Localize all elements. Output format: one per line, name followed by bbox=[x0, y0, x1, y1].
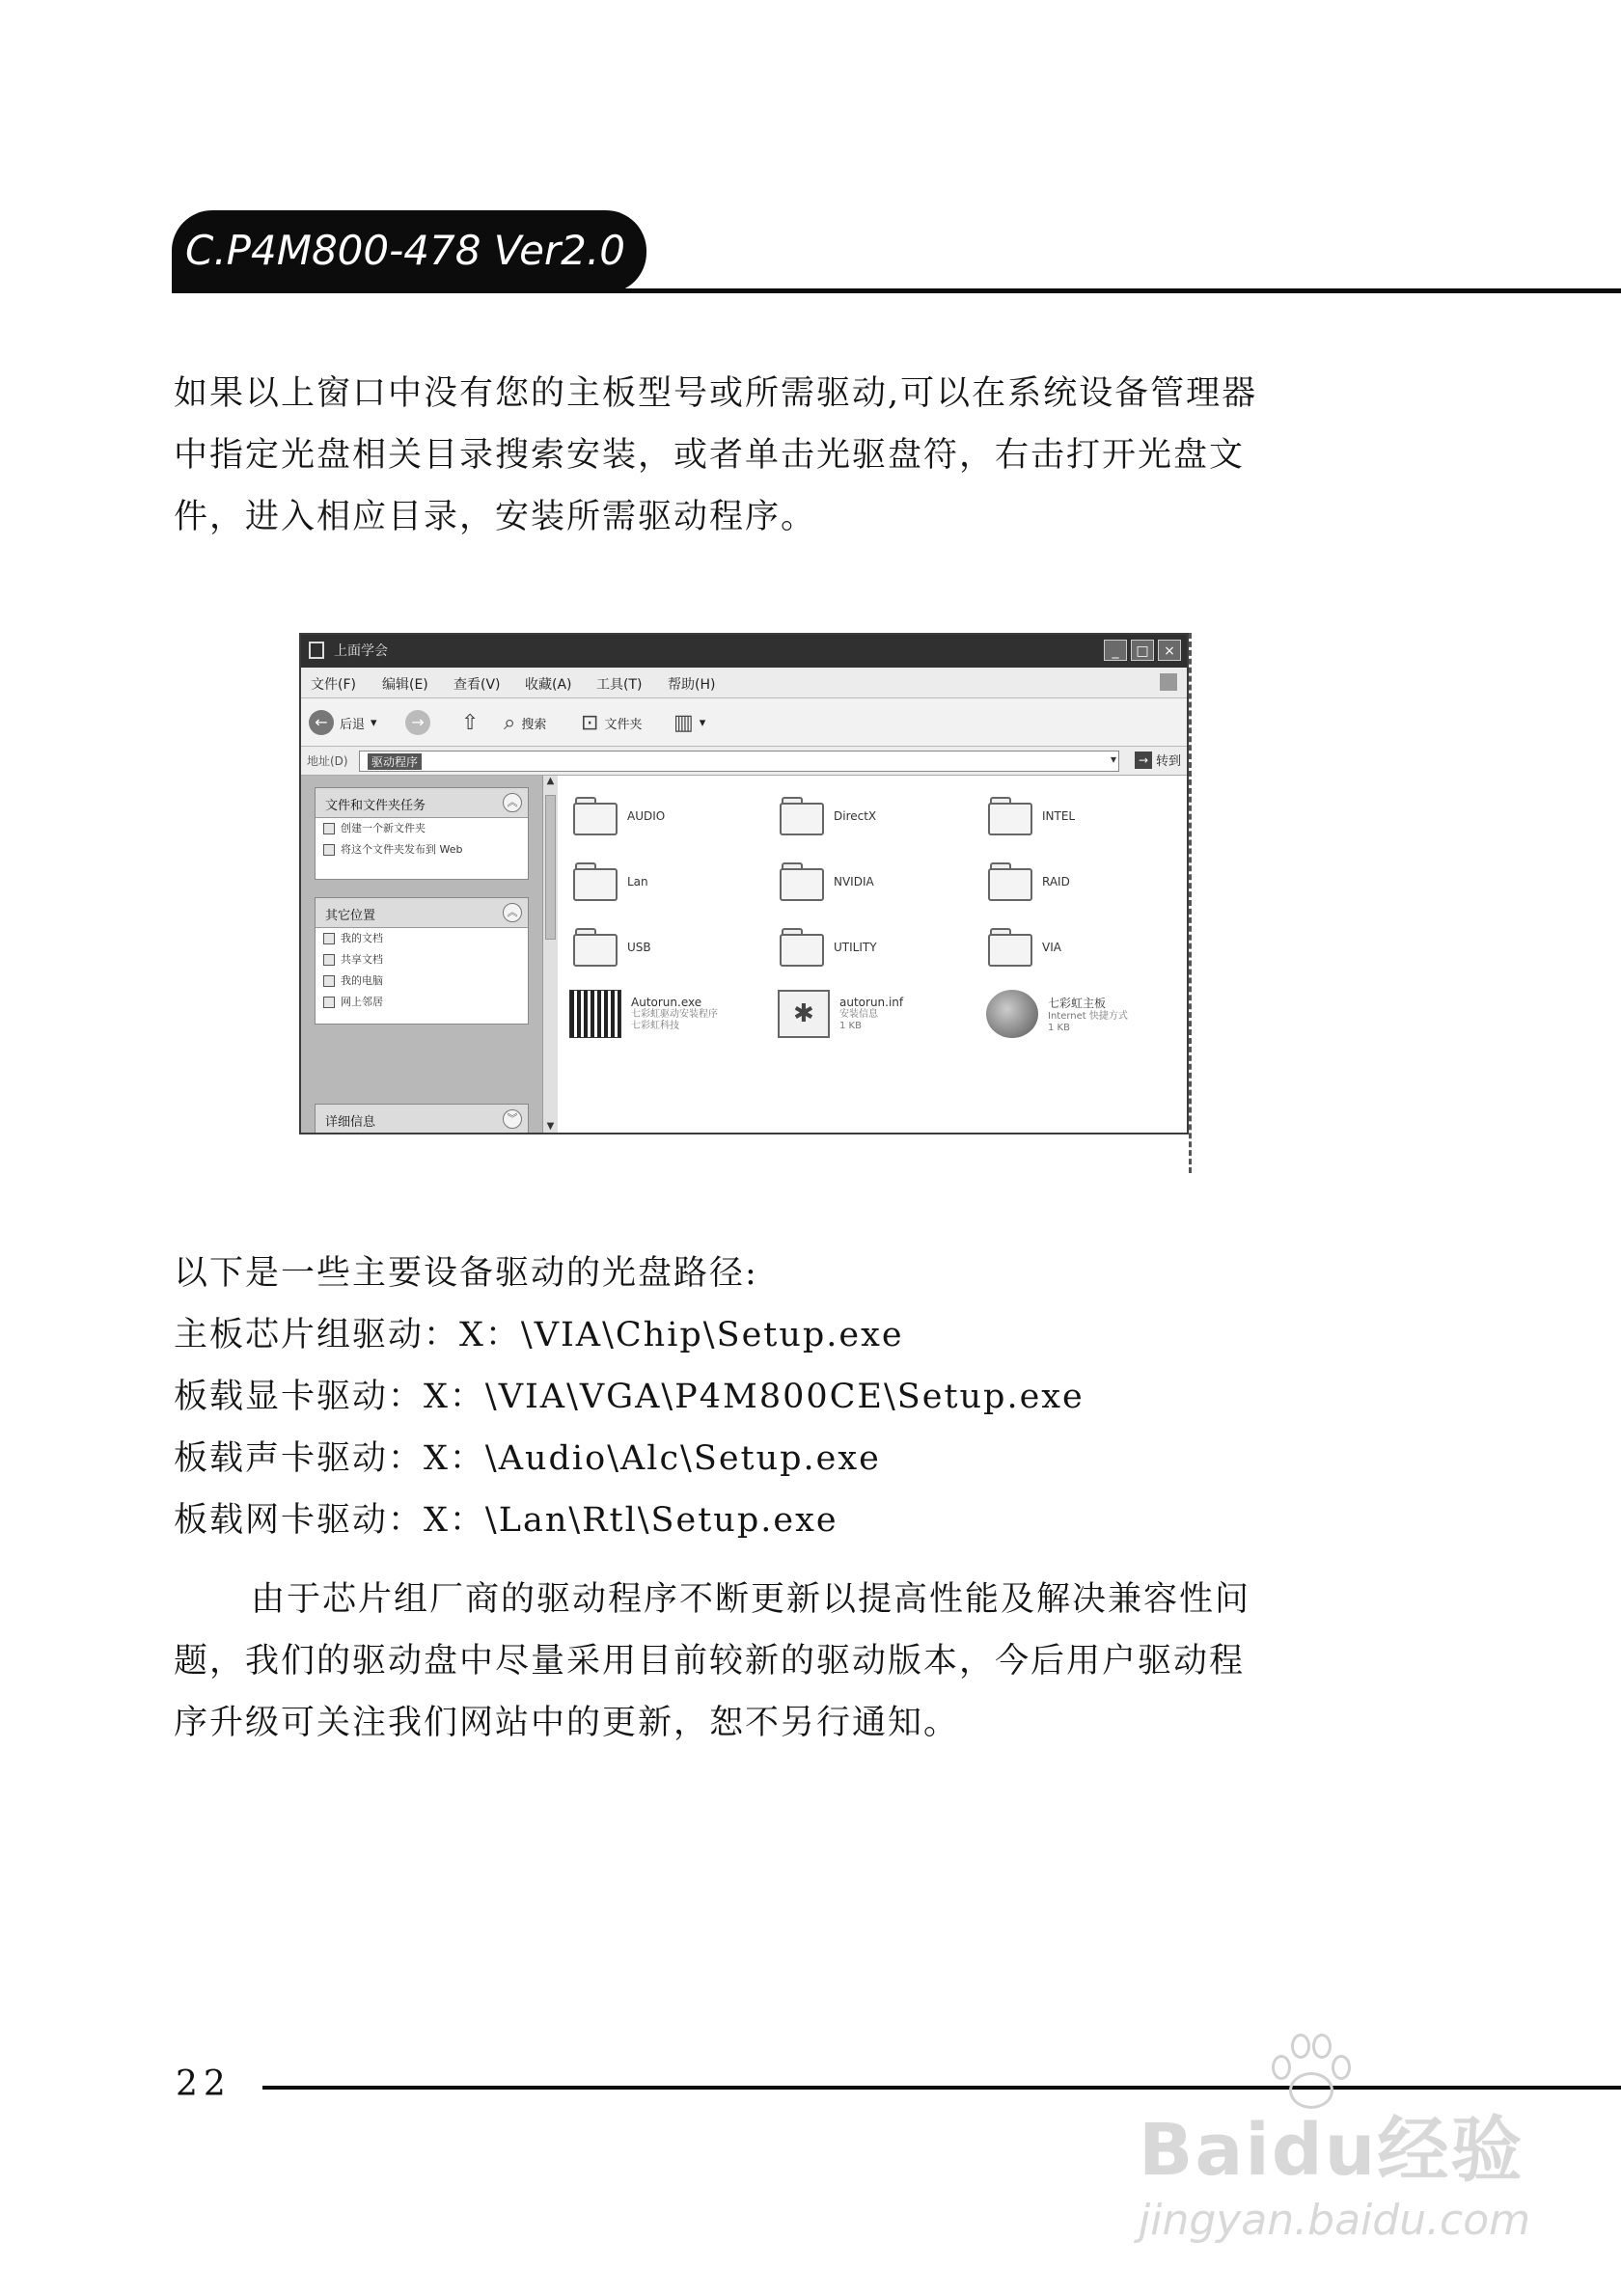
menu-help[interactable]: 帮助(H) bbox=[668, 677, 716, 693]
folder-icon bbox=[573, 797, 618, 835]
file-item[interactable]: 七彩虹主板 Internet 快捷方式 1 KB bbox=[986, 990, 1128, 1038]
new-folder-icon bbox=[323, 823, 335, 834]
go-button[interactable] bbox=[1135, 751, 1181, 769]
intro-line: 如果以上窗口中没有您的主板型号或所需驱动,可以在系统设备管理器 bbox=[174, 374, 1258, 413]
folder-icon bbox=[988, 928, 1032, 967]
file-item[interactable]: ✱ autorun.inf 安装信息 1 KB bbox=[778, 990, 903, 1038]
file-item[interactable]: Autorun.exe 七彩虹驱动安装程序 七彩虹科技 bbox=[569, 990, 718, 1038]
search-icon: ⌕ bbox=[504, 710, 516, 735]
path-audio: 板载声卡驱动：X：\Audio\Alc\Setup.exe bbox=[174, 1439, 881, 1478]
paths-heading: 以下是一些主要设备驱动的光盘路径: bbox=[174, 1254, 758, 1293]
internet-shortcut-icon bbox=[986, 990, 1038, 1038]
file-tasks-panel bbox=[315, 787, 529, 880]
back-dropdown-icon: ▾ bbox=[371, 715, 377, 730]
page-number: 22 bbox=[176, 2064, 232, 2104]
path-chipset: 主板芯片组驱动：X：\VIA\Chip\Setup.exe bbox=[174, 1316, 904, 1354]
closing-line: 序升级可关注我们网站中的更新，恕不另行通知。 bbox=[174, 1704, 960, 1742]
closing-line: 由于芯片组厂商的驱动程序不断更新以提高性能及解决兼容性问 bbox=[251, 1580, 1251, 1619]
folders-button[interactable] bbox=[581, 708, 642, 737]
scroll-up-icon[interactable]: ▲ bbox=[546, 776, 555, 786]
globe-icon bbox=[323, 844, 335, 856]
address-bar bbox=[301, 747, 1187, 776]
menu-file[interactable]: 文件(F) bbox=[311, 677, 356, 693]
folder-up-icon: ⇧ bbox=[461, 710, 480, 735]
folder-item[interactable]: VIA bbox=[988, 928, 1061, 967]
scroll-thumb[interactable] bbox=[545, 795, 556, 940]
place-my-documents[interactable]: 我的文档 bbox=[316, 928, 528, 949]
toolbar bbox=[301, 698, 1187, 747]
task-publish-web[interactable]: 将这个文件夹发布到 Web bbox=[316, 839, 528, 861]
menu-edit[interactable]: 编辑(E) bbox=[382, 677, 428, 693]
menu-bar bbox=[301, 668, 1187, 698]
folder-icon bbox=[988, 797, 1032, 835]
path-lan: 板载网卡驱动：X：\Lan\Rtl\Setup.exe bbox=[174, 1501, 838, 1540]
folder-icon bbox=[309, 642, 324, 659]
window-title: 上面学会 bbox=[334, 643, 388, 659]
folder-icon bbox=[573, 862, 618, 901]
folder-icon bbox=[780, 928, 824, 967]
address-input[interactable] bbox=[359, 751, 1119, 772]
menu-view[interactable]: 查看(V) bbox=[453, 677, 501, 693]
minimize-button[interactable]: _ bbox=[1104, 640, 1127, 661]
path-vga: 板载显卡驱动：X：\VIA\VGA\P4M800CE\Setup.exe bbox=[174, 1378, 1085, 1416]
views-icon: ▥ bbox=[673, 710, 694, 735]
folder-item[interactable]: UTILITY bbox=[780, 928, 877, 967]
place-shared-documents[interactable]: 共享文档 bbox=[316, 949, 528, 970]
shared-folder-icon bbox=[323, 954, 335, 966]
network-icon bbox=[323, 997, 335, 1008]
other-places-title: 其它位置 bbox=[325, 909, 376, 923]
back-arrow-icon: ← bbox=[309, 710, 334, 735]
folder-item[interactable]: Lan bbox=[573, 862, 648, 901]
windows-flag-icon bbox=[1160, 673, 1177, 691]
views-button[interactable] bbox=[673, 708, 705, 737]
back-button[interactable] bbox=[309, 708, 377, 737]
search-button[interactable] bbox=[504, 708, 546, 737]
maximize-button[interactable]: □ bbox=[1131, 640, 1154, 661]
task-pane bbox=[301, 776, 542, 1134]
scroll-down-icon[interactable]: ▼ bbox=[546, 1121, 555, 1132]
folder-item[interactable]: DirectX bbox=[780, 797, 876, 835]
folder-icon bbox=[780, 862, 824, 901]
forward-arrow-icon: → bbox=[405, 710, 430, 735]
file-tasks-title: 文件和文件夹任务 bbox=[325, 799, 426, 813]
app-logo-icon bbox=[569, 990, 621, 1038]
folders-icon: ⊡ bbox=[581, 710, 599, 735]
watermark-url: jingyan.baidu.com bbox=[1139, 2196, 1531, 2245]
explorer-window bbox=[299, 633, 1189, 1134]
folder-icon bbox=[988, 862, 1032, 901]
views-dropdown-icon: ▾ bbox=[699, 715, 706, 730]
folder-item[interactable]: AUDIO bbox=[573, 797, 665, 835]
other-places-header[interactable] bbox=[316, 898, 528, 928]
close-button[interactable]: × bbox=[1158, 640, 1181, 661]
expand-icon[interactable]: ︾ bbox=[503, 1109, 522, 1129]
folders-label: 文件夹 bbox=[604, 717, 643, 732]
address-value: 驱动程序 bbox=[368, 753, 422, 770]
task-new-folder[interactable]: 创建一个新文件夹 bbox=[316, 818, 528, 839]
up-button[interactable] bbox=[461, 708, 479, 737]
folder-icon bbox=[780, 797, 824, 835]
search-label: 搜索 bbox=[521, 717, 547, 732]
setup-info-icon bbox=[778, 990, 830, 1038]
folder-item[interactable]: NVIDIA bbox=[780, 862, 874, 901]
go-arrow-icon: → bbox=[1135, 752, 1152, 769]
header-title: C.P4M800-478 Ver2.0 bbox=[185, 227, 625, 274]
baidu-watermark bbox=[1139, 2026, 1602, 2277]
go-label: 转到 bbox=[1155, 754, 1181, 769]
file-tasks-header[interactable] bbox=[316, 788, 528, 818]
file-list bbox=[558, 776, 1187, 1134]
task-pane-scrollbar[interactable] bbox=[542, 776, 558, 1134]
folder-icon bbox=[573, 928, 618, 967]
details-panel bbox=[315, 1104, 529, 1133]
details-title: 详细信息 bbox=[325, 1115, 376, 1130]
collapse-icon[interactable]: ︽ bbox=[503, 903, 522, 922]
documents-icon bbox=[323, 933, 335, 944]
folder-item[interactable]: RAID bbox=[988, 862, 1070, 901]
address-dropdown-icon[interactable]: ▾ bbox=[1110, 752, 1116, 766]
address-label: 地址(D) bbox=[307, 754, 348, 768]
intro-line: 件，进入相应目录，安装所需驱动程序。 bbox=[174, 498, 817, 536]
screenshot-edge bbox=[1189, 633, 1192, 1173]
place-my-computer[interactable]: 我的电脑 bbox=[316, 970, 528, 992]
other-places-panel bbox=[315, 897, 529, 1025]
collapse-icon[interactable]: ︽ bbox=[503, 793, 522, 812]
menu-favorites[interactable]: 收藏(A) bbox=[525, 677, 572, 693]
forward-button[interactable] bbox=[405, 708, 430, 737]
computer-icon bbox=[323, 975, 335, 987]
intro-line: 中指定光盘相关目录搜索安装，或者单击光驱盘符，右击打开光盘文 bbox=[174, 436, 1246, 475]
closing-line: 题，我们的驱动盘中尽量采用目前较新的驱动版本，今后用户驱动程 bbox=[174, 1642, 1246, 1681]
title-bar bbox=[301, 635, 1187, 668]
back-label: 后退 bbox=[340, 717, 366, 732]
place-network[interactable]: 网上邻居 bbox=[316, 992, 528, 1013]
folder-item[interactable]: INTEL bbox=[988, 797, 1075, 835]
watermark-brand: Baidu经验 bbox=[1139, 2109, 1525, 2192]
menu-tools[interactable]: 工具(T) bbox=[596, 677, 643, 693]
details-header[interactable] bbox=[316, 1105, 528, 1134]
folder-item[interactable]: USB bbox=[573, 928, 651, 967]
